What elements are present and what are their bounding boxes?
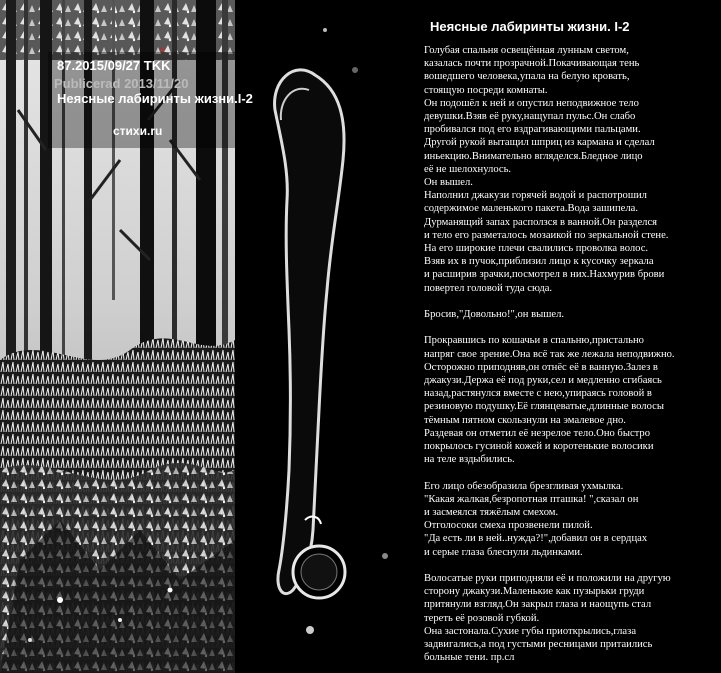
poem-line: джакузи.Держа её под руки,сел и медленно сгибаясь xyxy=(424,375,662,387)
poem-line: её не шелохнулось. xyxy=(424,163,512,175)
poem-line: Он подошёл к ней и опустил неподвижное тело xyxy=(424,97,639,109)
poem-line: на теле вздыбились. xyxy=(424,454,515,466)
poem-line: задвигались,а под густыми ресницами притаились xyxy=(424,639,653,651)
poem-line: назад,растянулся вместе с нею,упираясь головой в xyxy=(424,388,652,400)
poem-line: тереть её розовой губкой. xyxy=(424,612,540,624)
poem-line: Дурманящий запах расползся в ванной.Он разделся xyxy=(424,216,658,228)
stanza-gap xyxy=(424,559,719,572)
poem-line: притянули взгляд.Он закрыл глаза и наощупь стал xyxy=(424,599,652,611)
poem-line: казалась почти прозрачной.Покачивающая тень xyxy=(424,58,640,70)
poem-line: больные тени. пр.сл xyxy=(424,652,515,664)
published-line: Publicerad 2013/11/20 xyxy=(54,76,189,91)
poem-line: пробивался под его вздрагивающими пальцами. xyxy=(424,124,641,136)
poem-line: Его лицо обезобразила брезгливая ухмылка. xyxy=(424,480,624,492)
poem-line: Наполнил джакузи горячей водой и распотрошил xyxy=(424,190,647,202)
overlay-title: Неясные лабиринты жизни.I-2 xyxy=(57,91,253,106)
poem-line: резиновую подушку.Её глянцеватые,длинные волосы xyxy=(424,401,664,413)
poem-line: девушки.Взяв её руку,нащупал пульс.Он слабо xyxy=(424,111,636,123)
poem-line: и серые глаза блеснули льдинками. xyxy=(424,546,583,558)
poem-body xyxy=(424,44,719,664)
stanza-gap xyxy=(424,466,719,479)
stanza-gap xyxy=(424,321,719,334)
poem-line: Прокравшись по кошачьи в спальню,пристально xyxy=(424,335,644,347)
red-star-mark: * xyxy=(160,44,166,60)
poem-line: и расширив зрачки,посмотрел в них.Нахмурив брови xyxy=(424,269,665,281)
poem-line: и засмеялся тяжёлым смехом. xyxy=(424,507,559,519)
poem-line: Он вышел. xyxy=(424,177,473,189)
poem-line: вошедшего человека,упала на белую кровать, xyxy=(424,71,630,83)
figure-photo xyxy=(235,0,410,673)
poem-line: тёмным пятном скользнули на эмалевое дно. xyxy=(424,414,626,426)
poem-line: На его широкие плечи свалились проволка волос. xyxy=(424,243,649,255)
poem-line: содержимое маленького пакета.Вода зашипела. xyxy=(424,203,638,215)
poem-line: покрылось гусиной кожей и коротенькие волосики xyxy=(424,441,654,453)
date-line: 87.2015/09/27 TKK xyxy=(57,58,171,73)
figure-illustration xyxy=(235,0,410,673)
poem-line: Взяв их в пучок,приблизил лицо к кусочку зеркала xyxy=(424,256,654,268)
poem-line: напряг свое зрение.Она всё так же лежала неподвижно. xyxy=(424,348,675,360)
poem-heading: Неясные лабиринты жизни. I-2 xyxy=(430,19,630,34)
poem-line: Осторожно приподняв,он отнёс её в ванную.Залез в xyxy=(424,361,658,373)
poem-line: Волосатые руки приподняли её и положили на другую xyxy=(424,573,671,585)
poem-line: сторону джакузи.Маленькие как пузырьки груди xyxy=(424,586,645,598)
poem-line: "Какая жалкая,безропотная пташка! ",сказал он xyxy=(424,493,639,505)
poem-line: Она застонала.Сухие губы приоткрылись,глаза xyxy=(424,625,637,637)
poem-line: "Да есть ли в ней..нужда?!",добавил он в сердцах xyxy=(424,533,648,545)
poem-line: Отголосоки смеха прозвенели пилой. xyxy=(424,520,593,532)
poem-line: и тело его разметалось мозаикой по зеркальной стене. xyxy=(424,229,669,241)
stanza-gap xyxy=(424,295,719,308)
poem-line: повертел головой туда сюда. xyxy=(424,282,553,294)
poem-line: Другой рукой вытащил шприц из кармана и сделал xyxy=(424,137,655,149)
site-name: стихи.ru xyxy=(113,124,163,138)
poem-line: Бросив,"Довольно!",он вышел. xyxy=(424,309,565,321)
poem-line: иньекцию.Внимательно вгляделся.Бледное лицо xyxy=(424,150,643,162)
poem-line: Раздевая он отметил её незрелое тело.Оно быстро xyxy=(424,427,650,439)
poem-line: стоящую посреди комнаты. xyxy=(424,84,548,96)
poem-line: Голубая спальня освещённая лунным светом, xyxy=(424,45,629,56)
